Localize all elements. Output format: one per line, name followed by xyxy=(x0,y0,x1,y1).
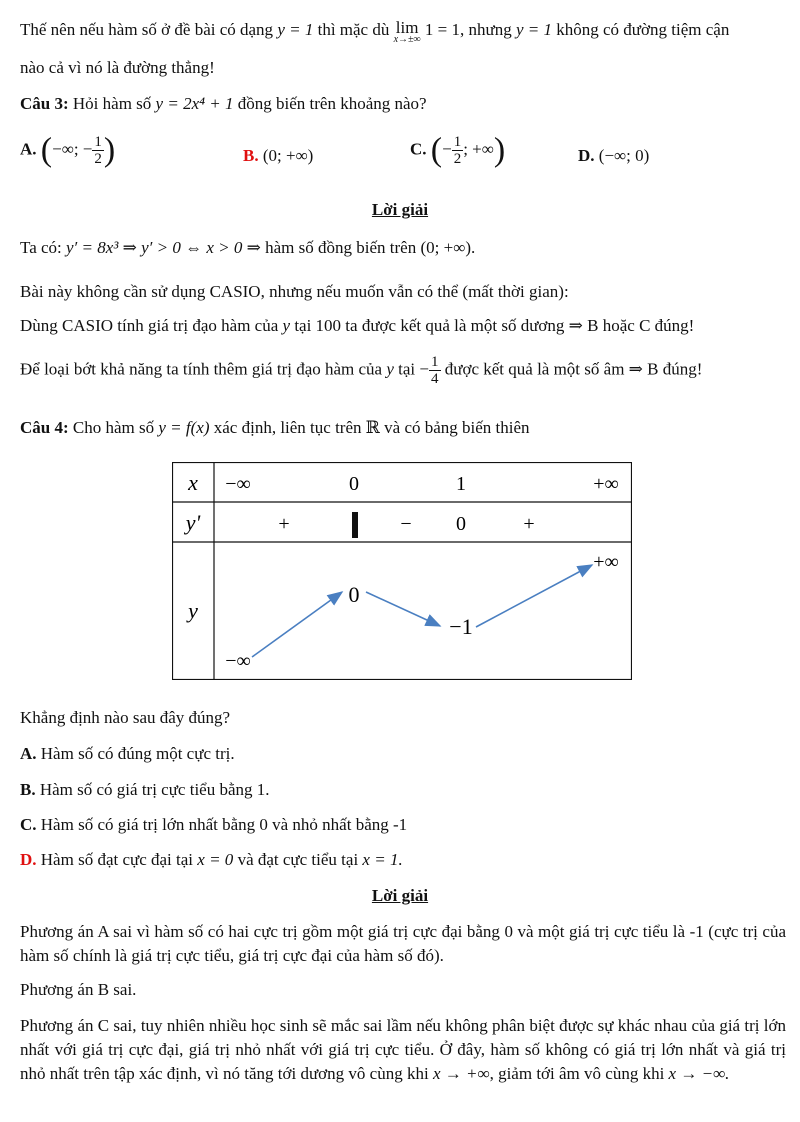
lim-word: lim xyxy=(395,18,419,37)
q3-heading xyxy=(20,94,427,114)
q4-question: Khẳng định nào sau đây đúng? xyxy=(20,708,231,727)
lim-value: 1 = 1 xyxy=(424,20,461,39)
intro-eq-2: y = 1 xyxy=(515,20,553,39)
sign-plus-2: + xyxy=(523,513,535,535)
q3-solution-line-1: Ta có: y′ = 8x³ ⇒ y′ > 0 ⇔ x > 0 ⇒ hàm số đồng biến trên (0; +∞). xyxy=(20,238,476,257)
sign-zero: 0 xyxy=(456,513,466,535)
row-y-label: y xyxy=(188,598,198,623)
x-value-pos-inf: +∞ xyxy=(593,473,619,495)
q3-option-b xyxy=(243,146,313,166)
intro-line-1 xyxy=(20,20,729,45)
arrow-increasing-1 xyxy=(252,592,342,657)
sign-plus-1: + xyxy=(278,513,290,535)
q4-heading: Câu 4: Cho hàm số y = f(x) xác định, liên tục trên ℝ và có bảng biến thiên xyxy=(20,418,530,437)
q3-option-c-fraction: $\frac{1}{2}$ xyxy=(453,134,462,167)
q3-solution-title: Lời giải xyxy=(371,200,429,219)
real-numbers-symbol: ℝ xyxy=(365,418,380,437)
undefined-bar xyxy=(352,512,358,538)
arrow-decreasing xyxy=(366,592,440,626)
q3-solution-line-3: Dùng CASIO tính giá trị đạo hàm của y tại 100 ta được kết quả là một số dương ⇒ B hoặc C đúng! xyxy=(20,316,695,335)
q4-label: Câu 4: xyxy=(20,418,69,437)
arrow-increasing-2 xyxy=(476,565,592,627)
q3-solution-line-2: Bài này không cần sử dụng CASIO, nhưng nếu muốn vẫn có thể (mất thời gian): xyxy=(20,282,569,301)
intro-text-b: thì mặc dù xyxy=(317,20,390,39)
y-value-pos-inf: +∞ xyxy=(593,551,619,573)
table-border xyxy=(173,463,632,680)
q4-solution-p1: Phương án A sai vì hàm số có hai cực trị gồm một giá trị cực đại bằng 0 và một giá trị cực tiểu là -1 (cực trị của hàm số chính là giá trị cực tiểu, giá trị cực đại của hàm số đó). xyxy=(20,922,786,965)
q4-option-a: A. Hàm số có đúng một cực trị. xyxy=(20,744,235,763)
q3-option-a-value: −∞; − xyxy=(52,139,93,159)
q3-option-b-value: (0; +∞) xyxy=(262,146,314,165)
intro-text-d: không có đường tiệm cận xyxy=(556,20,730,39)
q3-option-c-value: ; +∞ xyxy=(463,139,494,159)
q3-option-b-label: B. xyxy=(243,146,259,165)
limit-expression xyxy=(394,20,421,45)
sign-minus: − xyxy=(400,513,412,535)
y-value-neg-1: −1 xyxy=(449,614,473,639)
q3-option-a-fraction: $\frac{1}{2}$ xyxy=(94,134,102,167)
variation-table xyxy=(172,462,632,680)
q4-function: y = f(x) xyxy=(158,418,210,437)
x-value-neg-inf: −∞ xyxy=(225,473,251,495)
q3-interval: (0; +∞). xyxy=(420,238,476,257)
q4-option-b: B. Hàm số có giá trị cực tiểu bằng 1. xyxy=(20,780,270,799)
y-value-neg-inf: −∞ xyxy=(225,650,251,672)
q3-function: y = 2x⁴ + 1 xyxy=(155,94,234,113)
q3-text-a: Hỏi hàm số xyxy=(72,94,152,113)
y-value-0: 0 xyxy=(348,582,360,607)
q3-option-d-label: D. xyxy=(578,146,595,165)
lim-subscript: x→±∞ xyxy=(393,34,421,45)
q3-quarter-fraction: $\frac{1}{4}$ xyxy=(431,354,439,387)
q3-option-a: A. (−∞; − $\frac{1}{2}$ ) xyxy=(20,131,116,169)
q3-option-c: C. (− $\frac{1}{2}$ ; +∞) xyxy=(410,131,506,169)
intro-line-2: nào cả vì nó là đường thẳng! xyxy=(20,58,215,77)
q4-solution-title: Lời giải xyxy=(371,886,429,905)
q4-option-d: D. Hàm số đạt cực đại tại x = 0 và đạt cực tiểu tại x = 1. xyxy=(20,850,403,869)
x-value-1: 1 xyxy=(456,473,466,495)
intro-text-c: , nhưng xyxy=(460,20,512,39)
q3-option-c-label: C. xyxy=(410,139,427,159)
q3-option-a-label: A. xyxy=(20,139,37,159)
intro-eq: y = 1 xyxy=(277,20,314,39)
intro-text-a: Thế nên nếu hàm số ở đề bài có dạng xyxy=(20,20,274,39)
q3-option-d-value: (−∞; 0) xyxy=(598,146,650,165)
q3-derivative: y′ = 8x³ ⇒ y′ > 0 ⇔ x > 0 ⇒ xyxy=(66,238,261,257)
q3-label: Câu 3: xyxy=(20,94,69,113)
q3-text-b: đồng biến trên khoảng nào? xyxy=(237,94,427,113)
q4-option-c: C. Hàm số có giá trị lớn nhất bằng 0 và nhỏ nhất bằng -1 xyxy=(20,815,408,834)
q3-option-d xyxy=(578,146,649,166)
q4-solution-p2: Phương án B sai. xyxy=(20,980,137,999)
row-dy-label: y' xyxy=(185,510,201,535)
x-value-0: 0 xyxy=(349,473,359,495)
q3-option-c-sign: − xyxy=(442,139,452,159)
q3-solution-line-4: Để loại bớt khả năng ta tính thêm giá trị đạo hàm của y tại − $\frac{1}{4}$ được kết quả là một số âm ⇒ B đúng! xyxy=(20,354,703,387)
row-x-label: x xyxy=(188,470,198,495)
q4-solution-p3: Phương án C sai, tuy nhiên nhiều học sinh sẽ mắc sai lầm nếu không phân biệt được sự khác nhau của giá trị lớn nhất với giá trị cực đại, giá trị nhỏ nhất với giá trị cực tiểu. Ở đây, hàm số không có giá trị lớn nhất và giá trị nhỏ nhất trên tập xác định, vì nó tăng tới dương vô cùng khi x → +∞, giảm tới âm vô cùng khi x → −∞. xyxy=(20,1016,786,1083)
